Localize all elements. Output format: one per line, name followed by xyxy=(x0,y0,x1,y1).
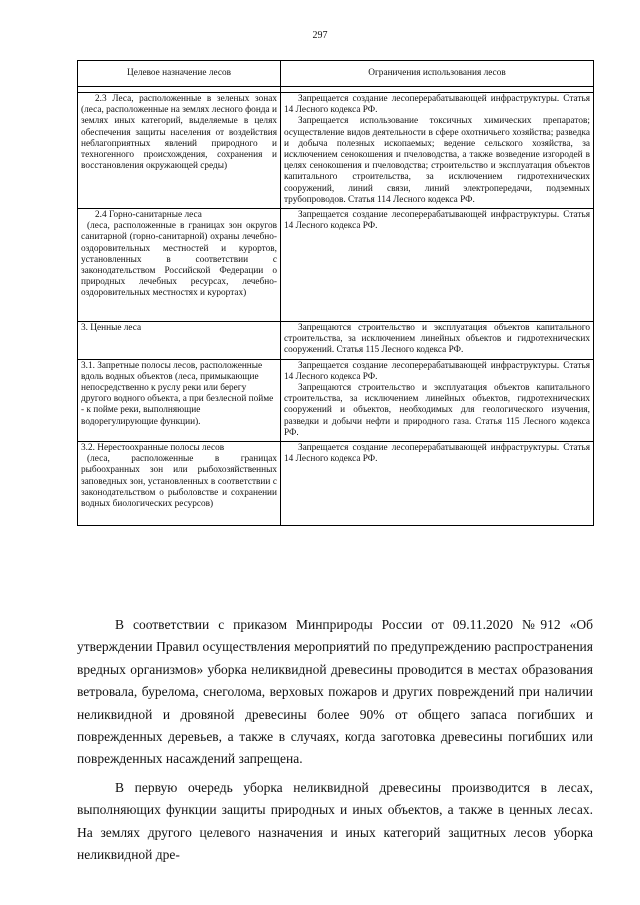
cell-text: Запрещаются строительство и эксплуатация объектов капитального строительства, за исключением линейных объектов, гидротехнических сооружений и объектов, необходимых для геологического изучения, разведки и добычи нефти и природного газа. Статья 115 Лесного кодекса РФ. xyxy=(284,383,590,438)
row-prohibited-strips-purpose xyxy=(78,359,281,441)
body-paragraph: В первую очередь уборка неликвидной древесины производится в лесах, выполняющих функции защиты природных и иных объектов, а также в ценных лесах. На землях другого целевого назначения и иных категорий защитных лесов уборка неликвидной дре- xyxy=(77,779,593,863)
table-row xyxy=(78,442,594,526)
page-number: 297 xyxy=(312,30,328,41)
row-green-zones-restrictions xyxy=(281,93,594,209)
cell-text: Запрещается создание лесоперерабатывающей инфраструктуры. Статья 14 Лесного кодекса РФ. xyxy=(284,210,590,232)
cell-text: 3. Ценные леса xyxy=(81,323,142,334)
row-spawning-strips-restrictions xyxy=(281,442,594,526)
cell-text: Запрещается использование токсичных химических препаратов; осуществление видов деятельности в сфере охотничьего хозяйства; разведка и добыча полезных ископаемых; ведение сельского хозяйства, за исключением сенокошения и пчеловодства, а также возведение изгородей в целях сенокошения и пчеловодства; строительство и эксплуатация объектов капитального строительства, за исключением гидротехнических сооружений, линий связи, линий электропередачи, подземных трубопроводов. Статья 114 Лесного кодекса РФ. xyxy=(284,116,590,205)
header-usage-restrictions: Ограничения использования лесов xyxy=(281,61,594,87)
forest-restrictions-table xyxy=(77,60,594,526)
row-prohibited-strips-restrictions xyxy=(281,359,594,441)
cell-text: (леса, расположенные в границах рыбоохранных зон или рыбохозяйственных заповедных зон, установленных в соответствии с законодательством о рыболовстве и сохранении водных биологических ресурсов) xyxy=(81,454,277,510)
row-spawning-strips-purpose xyxy=(78,442,281,526)
body-text xyxy=(77,614,593,872)
cell-text: Запрещается создание лесоперерабатывающей инфраструктуры. Статья 14 Лесного кодекса РФ. xyxy=(284,94,590,116)
header-forest-purpose: Целевое назначение лесов xyxy=(78,61,281,87)
body-paragraph: В соответствии с приказом Минприроды России от 09.11.2020 №912 «Об утверждении Правил осуществления мероприятий по предупреждению распространения вредных организмов» уборка неликвидной древесины проводится в местах образования ветровала, бурелома, снеголома, верховых пожаров и других повреждений при наличии неликвидной и дровяной древесины более 90% от общего запаса погибших и поврежденных деревьев, а также в случаях, когда заготовка древесины погибших или поврежденных насаждений запрещена. xyxy=(77,617,593,767)
cell-text: 3.1. Запретные полосы лесов, расположенные вдоль водных объектов (леса, примыкающие непосредственно к руслу реки или берегу другого водного объекта, а при безлесной пойме - к пойме реки, выполняющие водорегулирующие функции). xyxy=(81,360,274,427)
row-green-zones-purpose xyxy=(78,93,281,209)
cell-text: 2.4 Горно-санитарные леса xyxy=(95,210,202,221)
cell-text: Запрещается создание лесоперерабатывающей инфраструктуры. Статья 14 Лесного кодекса РФ. xyxy=(284,443,590,465)
row-mountain-sanitary-restrictions xyxy=(281,209,594,322)
cell-text: 2.3 Леса, расположенные в зеленых зонах (леса, расположенные на землях лесного фонда и землях иных категорий, выделяемые в целях обеспечения защиты населения от воздействия неблагоприятных явлений природного и техногенного происхождения, сохранения и восстановления окружающей среды) xyxy=(81,94,277,172)
cell-text: Запрещается создание лесоперерабатывающей инфраструктуры. Статья 14 Лесного кодекса РФ. xyxy=(284,360,590,382)
row-valuable-forests-restrictions xyxy=(281,322,594,360)
table-row xyxy=(78,322,594,360)
row-valuable-forests-purpose xyxy=(78,322,281,360)
table-header-row xyxy=(78,61,594,87)
cell-text: (леса, расположенные в границах зон округов санитарной (горно-санитарной) охраны лечебно-оздоровительных местностей и курортов, установленных в соответствии с законодательством Российской Федерации о природных лечебных ресурсах, лечебно-оздоровительных местностях и курортах) xyxy=(81,221,277,299)
table-row xyxy=(78,209,594,322)
table-row xyxy=(78,359,594,441)
row-mountain-sanitary-purpose xyxy=(78,209,281,322)
table-row xyxy=(78,93,594,209)
cell-text: Запрещаются строительство и эксплуатация объектов капитального строительства, за исключением линейных объектов и гидротехнических сооружений. Статья 115 Лесного кодекса РФ. xyxy=(284,323,590,356)
cell-text: 3.2. Нерестоохранные полосы лесов xyxy=(81,443,225,454)
